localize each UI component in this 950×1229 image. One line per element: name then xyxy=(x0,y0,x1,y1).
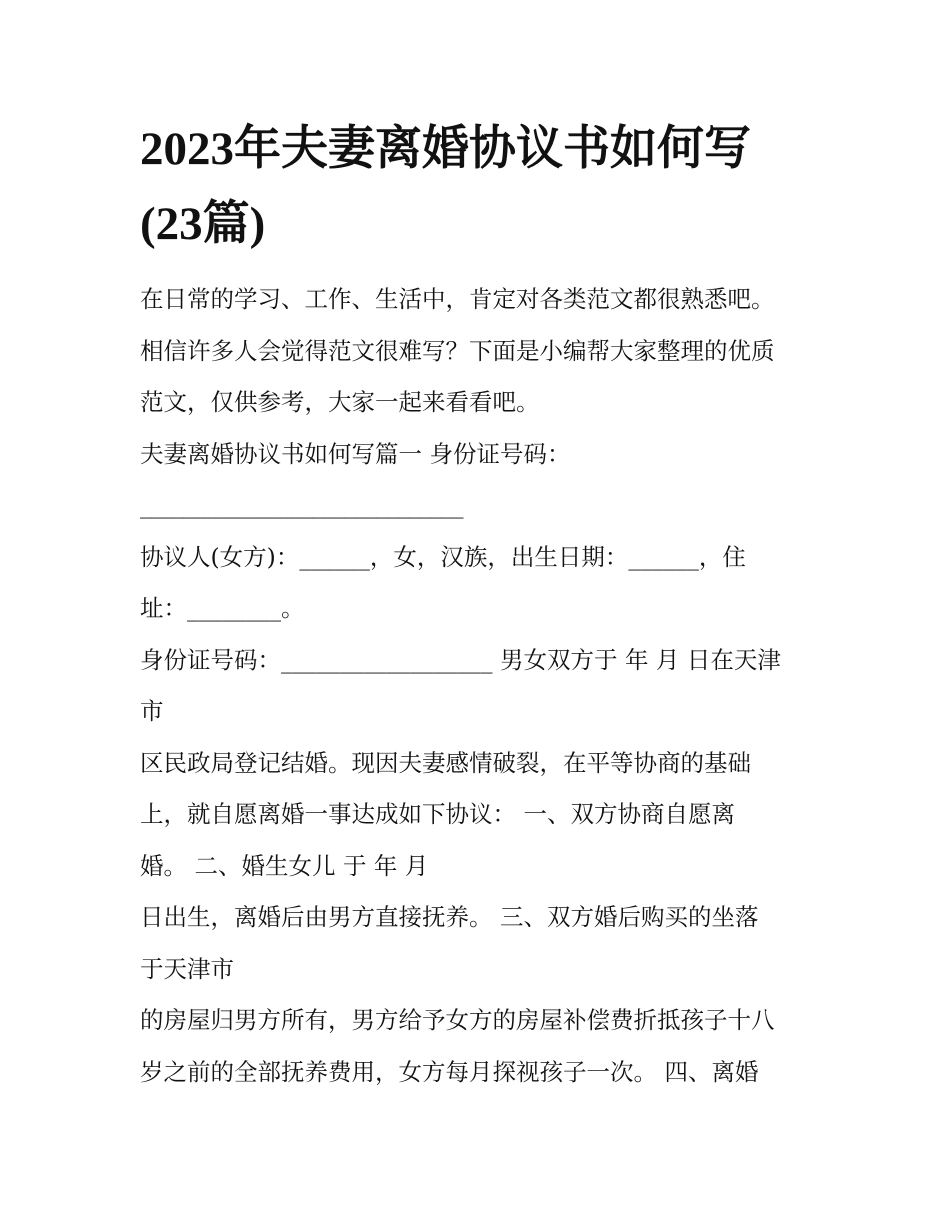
body-line: 区民政局登记结婚。现因夫妻感情破裂，在平等协商的基础 xyxy=(140,748,751,777)
body-line: 协议人(女方)：______，女，汉族，出生日期：______，住 xyxy=(140,542,746,571)
body-line: 址：________。 xyxy=(140,594,305,622)
body-line: 日出生，离婚后由男方直接抚养。 三、双方婚后购买的坐落 xyxy=(140,903,759,931)
document-body xyxy=(140,274,830,1098)
body-line: 岁之前的全部抚养费用，女方每月探视孩子一次。 四、离婚 xyxy=(140,1057,759,1086)
body-line: 的房屋归男方所有，男方给予女方的房屋补偿费折抵孩子十八 xyxy=(140,1006,775,1034)
body-line: 身份证号码：__________________ 男女双方于 年 月 日在天津 xyxy=(140,645,781,674)
body-line: 夫妻离婚协议书如何写篇一 身份证号码： xyxy=(140,439,571,468)
title-line-1: 2023年夫妻离婚协议书如何写 xyxy=(140,123,751,175)
body-line: 市 xyxy=(140,697,164,725)
document-title xyxy=(140,112,830,262)
title-line-2: (23篇) xyxy=(140,198,266,250)
body-line: 相信许多人会觉得范文很难写？下面是小编帮大家整理的优质 xyxy=(140,336,775,365)
body-line: 范文，仅供参考，大家一起来看看吧。 xyxy=(140,388,540,416)
body-line: 于天津市 xyxy=(140,954,234,983)
id-number-blank: ______________________________ xyxy=(140,491,463,519)
body-line: 上，就自愿离婚一事达成如下协议： 一、双方协商自愿离 xyxy=(140,800,735,828)
body-line: 在日常的学习、工作、生活中，肯定对各类范文都很熟悉吧。 xyxy=(140,285,775,313)
body-line: 婚。 二、婚生女儿 于 年 月 xyxy=(140,851,429,880)
